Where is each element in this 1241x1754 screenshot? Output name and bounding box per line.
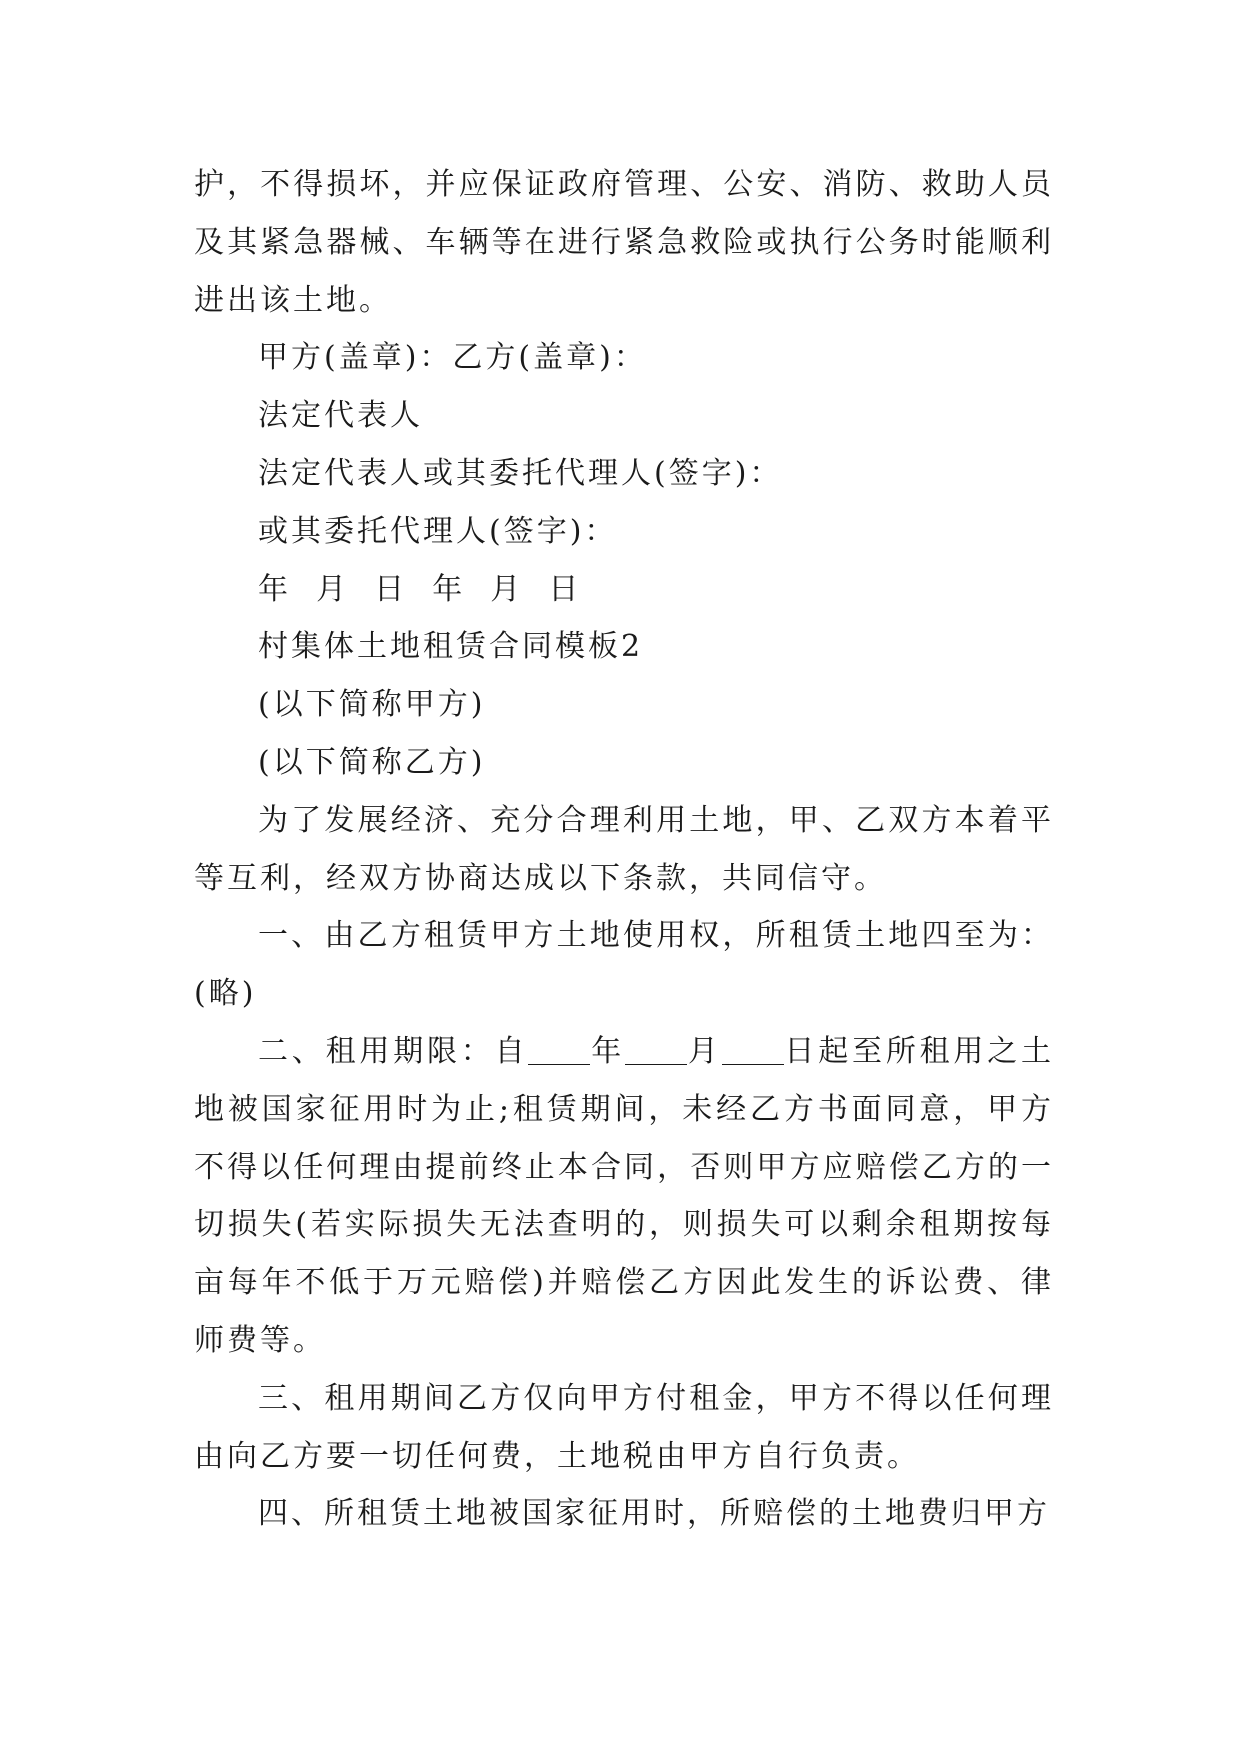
agent-signature-line: 或其委托代理人(签字)： bbox=[258, 513, 618, 549]
clause-2 bbox=[194, 1023, 1054, 1370]
preamble-paragraph: 为了发展经济、充分合理利用土地，甲、乙双方本着平等互利，经双方协商达成以下条款，共同信守。 bbox=[194, 802, 1054, 896]
clause-3: 三、租用期间乙方仅向甲方付租金，甲方不得以任何理由向乙方要一切任何费，土地税由甲方自行负责。 bbox=[194, 1380, 1054, 1474]
party-a-label: (以下简称甲方) bbox=[258, 687, 486, 723]
legal-representative-line: 法定代表人 bbox=[258, 398, 423, 434]
paragraph-continuation: 护，不得损坏，并应保证政府管理、公安、消防、救助人员及其紧急器械、车辆等在进行紧急救险或执行公务时能顺利进出该土地。 bbox=[194, 167, 1054, 318]
clause-1: 一、由乙方租赁甲方土地使用权，所租赁土地四至为：(略) bbox=[194, 918, 1054, 1012]
signature-line-parties: 甲方(盖章)：乙方(盖章)： bbox=[258, 340, 647, 376]
clause-2-suffix: 日起至所租用之土地被国家征用时为止;租赁期间，未经乙方书面同意，甲方不得以任何理由提前终止本合同，否则甲方应赔偿乙方的一切损失(若实际损失无法查明的，则损失可以剩余租期按每亩每年不低于万元赔偿)并赔偿乙方因此发生的诉讼费、律师费等。 bbox=[194, 1033, 1055, 1358]
template-title: 村集体土地租赁合同模板2 bbox=[258, 629, 644, 665]
document-page bbox=[194, 156, 1054, 1543]
year-blank bbox=[528, 1034, 590, 1065]
month-blank bbox=[625, 1034, 687, 1065]
clause-4: 四、所租赁土地被国家征用时，所赔偿的土地费归甲方 bbox=[258, 1496, 1050, 1532]
representative-agent-line: 法定代表人或其委托代理人(签字)： bbox=[258, 455, 783, 491]
date-line: 年 月 日 年 月 日 bbox=[258, 571, 582, 607]
day-blank bbox=[722, 1034, 784, 1065]
party-b-label: (以下简称乙方) bbox=[258, 744, 486, 780]
clause-2-month: 月 bbox=[687, 1033, 722, 1069]
clause-2-year: 年 bbox=[590, 1033, 626, 1069]
clause-2-prefix: 二、租用期限：自 bbox=[258, 1033, 529, 1069]
